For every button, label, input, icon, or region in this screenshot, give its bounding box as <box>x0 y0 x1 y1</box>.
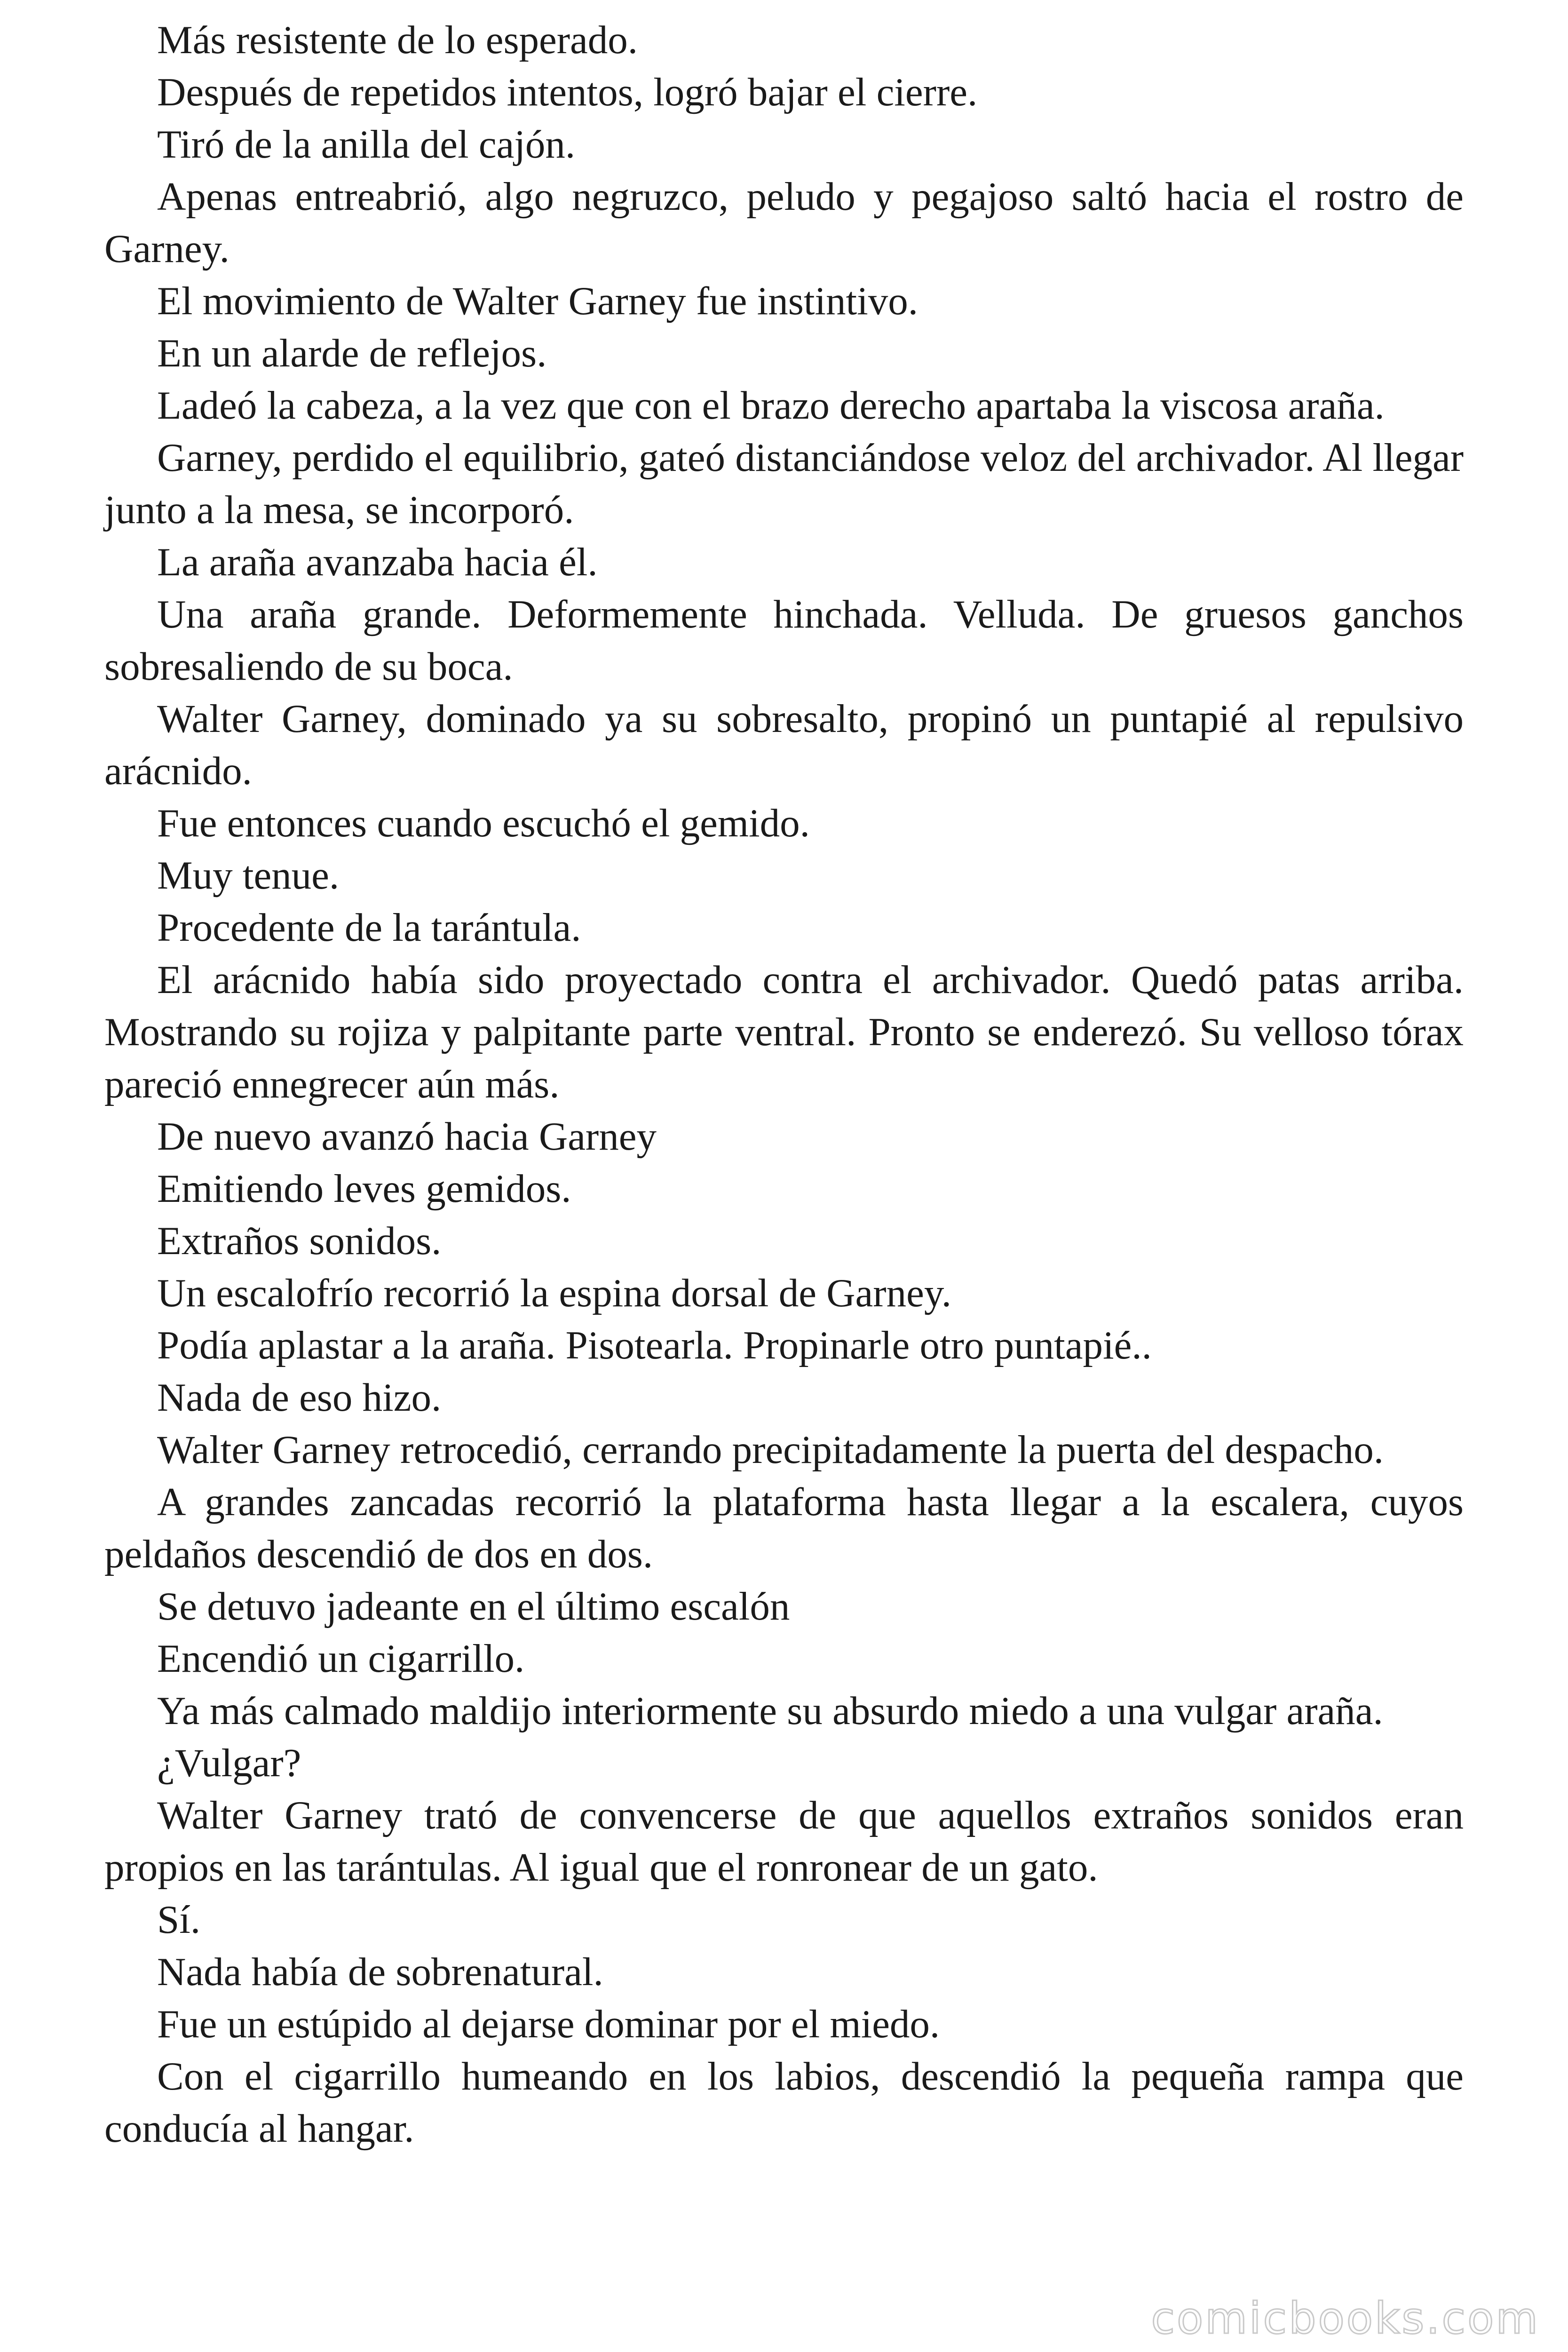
paragraph: Procedente de la tarántula. <box>157 906 581 950</box>
paragraph: En un alarde de reflejos. <box>157 331 547 375</box>
body-text <box>104 14 1464 2155</box>
paragraph: A grandes zancadas recorrió la plataforma hasta llegar a la escalera, cuyos peldaños descendió de dos en dos. <box>104 1480 1464 1576</box>
paragraph: Muy tenue. <box>157 853 340 898</box>
paragraph: El arácnido había sido proyectado contra el archivador. Quedó patas arriba. Mostrando su rojiza y palpitante parte ventral. Pronto se enderezó. Su velloso tórax pareció ennegrecer aún más. <box>104 958 1464 1106</box>
paragraph: Una araña grande. Deformemente hinchada. Velluda. De gruesos ganchos sobresaliendo de su boca. <box>104 592 1464 689</box>
paragraph: De nuevo avanzó hacia Garney <box>157 1114 657 1159</box>
paragraph: Walter Garney trató de convencerse de que aquellos extraños sonidos eran propios en las tarántulas. Al igual que el ronronear de un gato. <box>104 1793 1464 1890</box>
paragraph: Encendió un cigarrillo. <box>157 1637 525 1681</box>
paragraph: Garney, perdido el equilibrio, gateó distanciándose veloz del archivador. Al llegar junto a la mesa, se incorporó. <box>104 436 1464 532</box>
paragraph: Walter Garney retrocedió, cerrando precipitadamente la puerta del despacho. <box>157 1428 1384 1472</box>
paragraph: Más resistente de lo esperado. <box>157 18 638 62</box>
paragraph: Tiró de la anilla del cajón. <box>157 122 576 167</box>
paragraph: Fue un estúpido al dejarse dominar por el miedo. <box>157 2002 940 2046</box>
paragraph: Un escalofrío recorrió la espina dorsal de Garney. <box>157 1271 952 1315</box>
paragraph: Podía aplastar a la araña. Pisotearla. Propinarle otro puntapié.. <box>157 1323 1152 1367</box>
paragraph: Extraños sonidos. <box>157 1219 442 1263</box>
paragraph: Emitiendo leves gemidos. <box>157 1167 571 1211</box>
watermark: comicbooks.com <box>1151 2293 1540 2344</box>
paragraph: Ya más calmado maldijo interiormente su absurdo miedo a una vulgar araña. <box>157 1689 1383 1733</box>
paragraph: Fue entonces cuando escuchó el gemido. <box>157 801 810 845</box>
paragraph: Con el cigarrillo humeando en los labios, descendió la pequeña rampa que conducía al hangar. <box>104 2054 1464 2151</box>
paragraph: Sí. <box>157 1898 201 1942</box>
paragraph: El movimiento de Walter Garney fue instintivo. <box>157 279 919 323</box>
paragraph: ¿Vulgar? <box>157 1741 301 1785</box>
paragraph: Nada había de sobrenatural. <box>157 1950 603 1994</box>
paragraph: La araña avanzaba hacia él. <box>157 540 598 584</box>
paragraph: Después de repetidos intentos, logró bajar el cierre. <box>157 70 978 114</box>
paragraph: Nada de eso hizo. <box>157 1375 442 1420</box>
paragraph: Ladeó la cabeza, a la vez que con el brazo derecho apartaba la viscosa araña. <box>157 383 1385 428</box>
paragraph: Walter Garney, dominado ya su sobresalto, propinó un puntapié al repulsivo arácnido. <box>104 697 1464 793</box>
paragraph: Se detuvo jadeante en el último escalón <box>157 1584 790 1629</box>
paragraph: Apenas entreabrió, algo negruzco, peludo y pegajoso saltó hacia el rostro de Garney. <box>104 175 1464 271</box>
